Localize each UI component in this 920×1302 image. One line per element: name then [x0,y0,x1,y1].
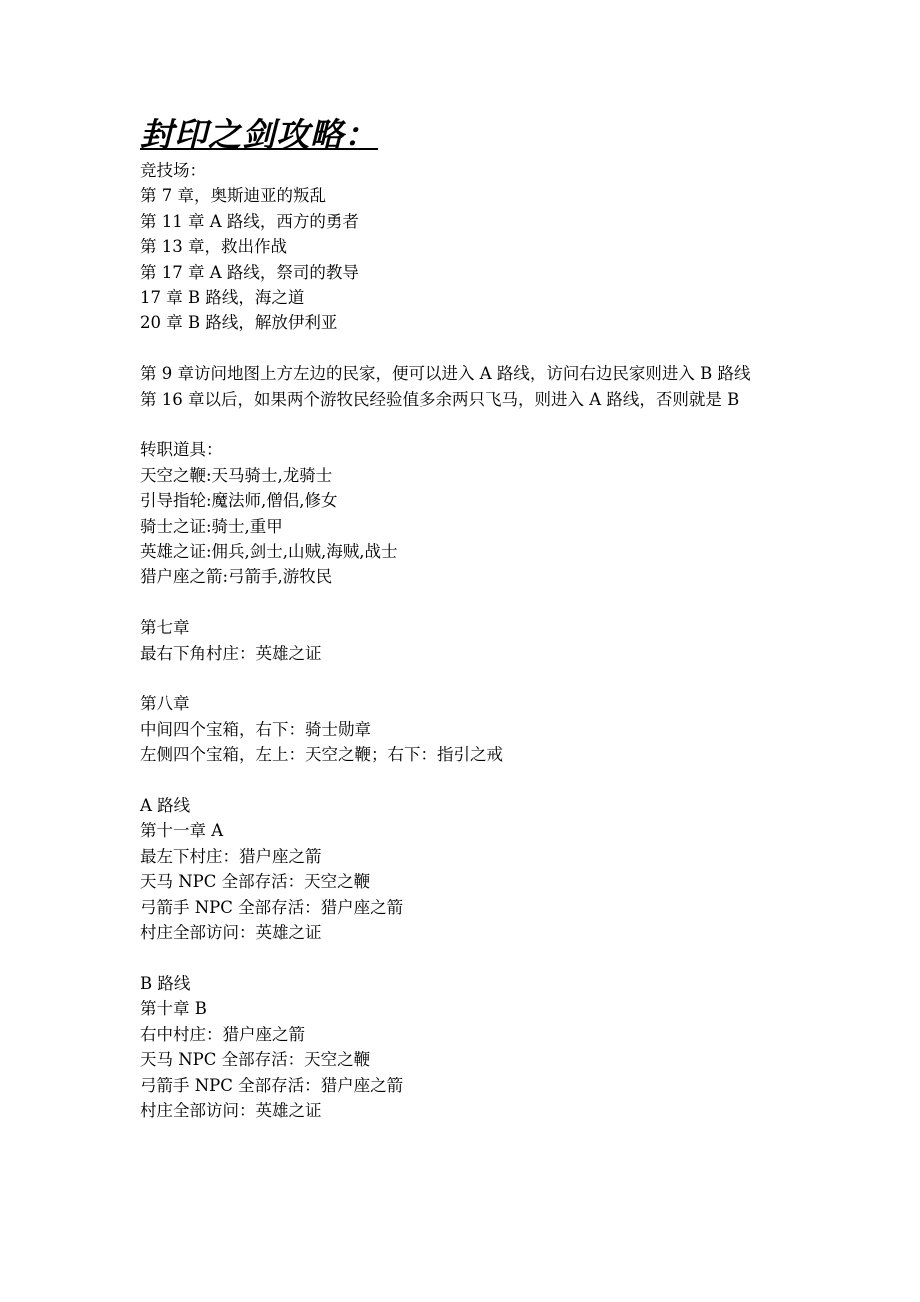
route-a-subheading: 第十一章 A [140,821,224,841]
document-page [140,112,800,1123]
arena-line: 第 13 章，救出作战 [140,237,287,257]
promotion-line: 骑士之证:骑士,重甲 [140,516,283,536]
promotion-line: 英雄之证:佣兵,剑士,山贼,海贼,战士 [140,542,398,562]
route-a-section [140,793,800,945]
route-b-subheading: 第十章 B [140,999,207,1019]
arena-line: 17 章 B 路线，海之道 [140,288,305,308]
arena-line: 第 7 章，奥斯迪亚的叛乱 [140,186,326,206]
route-b-line: 右中村庄：猎户座之箭 [140,1024,305,1044]
promotion-line: 猎户座之箭:弓箭手,游牧民 [140,567,333,587]
route-b-heading: B 路线 [140,973,191,993]
promotion-items-section [140,437,800,589]
spacer [140,336,800,361]
chapter-8-section [140,691,800,767]
spacer [140,768,800,793]
route-rules-section [140,361,800,412]
document-title: 封印之剑攻略： [140,115,378,154]
chapter-8-heading: 第八章 [140,694,190,714]
promotion-heading: 转职道具： [140,440,223,460]
route-a-heading: A 路线 [140,796,191,816]
chapter-7-line: 最右下角村庄：英雄之证 [140,643,322,663]
promotion-line: 天空之鞭:天马骑士,龙骑士 [140,465,333,485]
arena-line: 第 11 章 A 路线，西方的勇者 [140,211,359,231]
chapter-7-section [140,615,800,666]
spacer [140,412,800,437]
chapter-8-line: 左侧四个宝箱，左上：天空之鞭；右下：指引之戒 [140,745,503,765]
spacer [140,666,800,691]
route-rule-line: 第 9 章访问地图上方左边的民家，便可以进入 A 路线，访问右边民家则进入 B 路线 [140,364,751,384]
arena-line: 第 17 章 A 路线，祭司的教导 [140,262,359,282]
route-rule-line: 第 16 章以后，如果两个游牧民经验值多余两只飞马，则进入 A 路线，否则就是 B [140,389,740,409]
arena-line: 20 章 B 路线，解放伊利亚 [140,313,338,333]
chapter-8-line: 中间四个宝箱，右下：骑士勋章 [140,719,371,739]
route-a-line: 最左下村庄：猎户座之箭 [140,846,322,866]
arena-heading: 竞技场： [140,161,206,180]
spacer [140,946,800,971]
route-b-line: 天马 NPC 全部存活：天空之鞭 [140,1050,371,1070]
promotion-line: 引导指轮:魔法师,僧侣,修女 [140,491,338,511]
route-b-section [140,971,800,1123]
route-a-line: 天马 NPC 全部存活：天空之鞭 [140,872,371,892]
arena-section [140,158,800,336]
route-b-line: 弓箭手 NPC 全部存活：猎户座之箭 [140,1075,404,1095]
chapter-7-heading: 第七章 [140,618,190,638]
route-a-line: 弓箭手 NPC 全部存活：猎户座之箭 [140,897,404,917]
route-b-line: 村庄全部访问：英雄之证 [140,1100,322,1120]
route-a-line: 村庄全部访问：英雄之证 [140,923,322,943]
spacer [140,590,800,615]
